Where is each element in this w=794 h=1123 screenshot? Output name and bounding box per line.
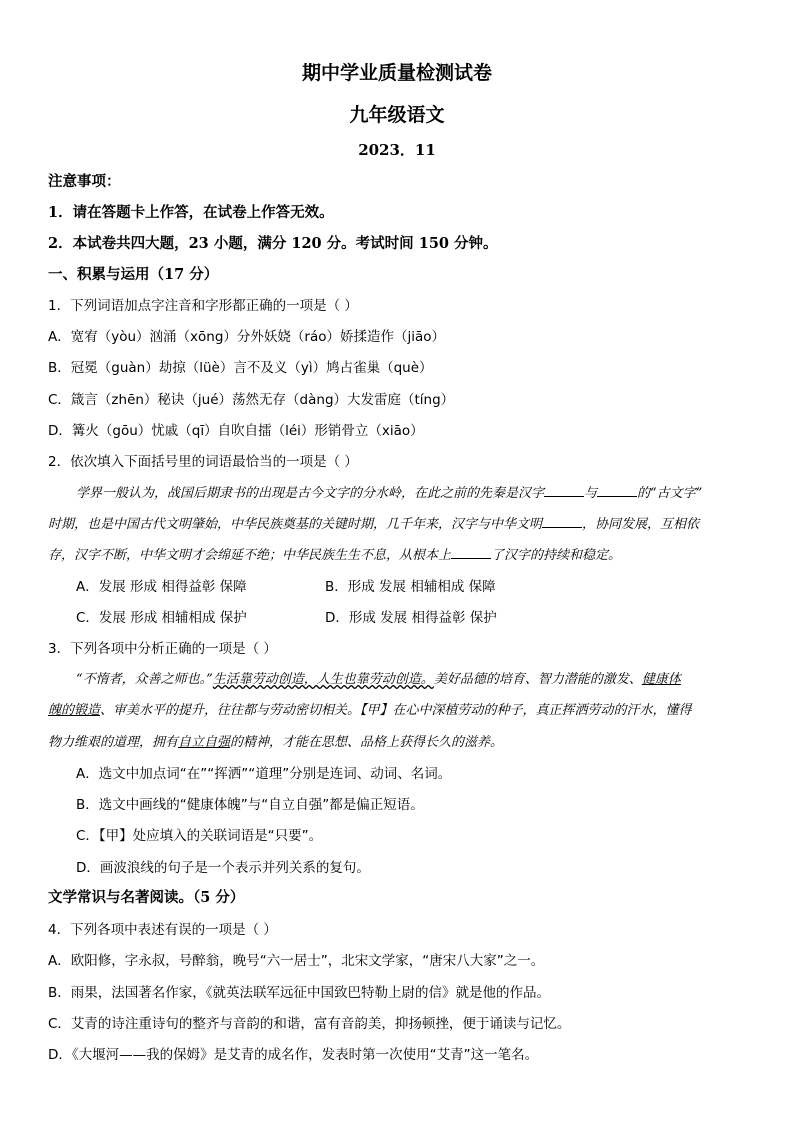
option-a: A．选文中加点词“在”“挥洒”“道理”分别是连词、动词、名词。 xyxy=(76,766,452,782)
option-b: B．选文中画线的“健康体魄”与“自立自强”都是偏正短语。 xyxy=(76,797,424,813)
question-stem: 2．依次填入下面括号里的词语最恰当的一项是（ ） xyxy=(48,454,358,470)
fill-blank xyxy=(597,484,637,497)
underlined-phrase: 自立自强 xyxy=(178,735,231,750)
passage-line: 存，汉字不断，中华文明才会绵延不绝；中华民族生生不息，从根本上 了汉字的持续和稳定。 xyxy=(48,548,622,563)
section-heading: 一、积累与运用（17 分） xyxy=(48,266,219,283)
option-d: D．画波浪线的句子是一个表示并列关系的复句。 xyxy=(76,860,370,876)
fill-blank xyxy=(451,546,491,559)
notice-heading: 注意事项： xyxy=(48,173,121,190)
option-a: A．宽宥（yòu）汹涌（xōng）分外妖娆（ráo）娇揉造作（jiāo） xyxy=(48,329,446,345)
wavy-underlined-sentence: 生活靠劳动创造，人生也靠劳动创造。 xyxy=(212,672,434,687)
option-b: B．冠冕（guàn）劫掠（lüè）言不及义（yì）鸠占雀巢（què） xyxy=(48,360,433,376)
option-d: D．形成 发展 相得益彰 保护 xyxy=(325,610,497,626)
notice-item: 1．请在答题卡上作答，在试卷上作答无效。 xyxy=(48,204,334,221)
question-stem: 4．下列各项中表述有误的一项是（ ） xyxy=(48,922,277,938)
passage-line: 魄的锻造、审美水平的提升，往往都与劳动密切相关。【甲】在心中深植劳动的种子，真正挥洒劳动的汗水，懂得 xyxy=(48,703,692,718)
question-stem: 3．下列各项中分析正确的一项是（ ） xyxy=(48,641,277,657)
option-b: B．形成 发展 相辅相成 保障 xyxy=(325,579,496,595)
passage-line: 学界一般认为，战国后期隶书的出现是古今文字的分水岭，在此之前的先秦是汉字 与 的“古文字” xyxy=(76,486,703,501)
underlined-phrase: 魄的锻造 xyxy=(48,703,101,718)
exam-date: 2023．11 xyxy=(358,141,436,159)
option-a: A．发展 形成 相得益彰 保障 xyxy=(76,579,247,595)
option-c: C．发展 形成 相辅相成 保护 xyxy=(76,610,247,626)
notice-item: 2．本试卷共四大题，23 小题，满分 120 分。考试时间 150 分钟。 xyxy=(48,235,498,252)
page-subtitle: 九年级语文 xyxy=(349,104,445,126)
underlined-phrase: 健康体 xyxy=(641,672,681,687)
option-c: C．箴言（zhēn）秘诀（jué）荡然无存（dàng）大发雷庭（tíng） xyxy=(48,392,455,408)
fill-blank xyxy=(542,515,582,528)
option-d: D．《大堰河——我的保姆》是艾青的成名作，发表时第一次使用“艾青”这一笔名。 xyxy=(48,1047,539,1063)
fill-blank xyxy=(544,484,584,497)
passage-line: 物力维艰的道理，拥有自立自强的精神，才能在思想、品格上获得长久的滋养。 xyxy=(48,735,504,750)
option-a: A．欧阳修，字永叔，号醉翁，晚号“六一居士”，北宋文学家，“唐宋八大家”之一。 xyxy=(48,953,545,969)
passage-line: “不惰者，众善之师也。”生活靠劳动创造，人生也靠劳动创造。美好品德的培育、智力潜能的激发、健康体 xyxy=(76,672,681,687)
passage-line: 时期，也是中国古代文明肇始，中华民族奠基的关键时期，几千年来，汉字与中华文明 ，协同发展，互相依 xyxy=(48,517,700,532)
page-title: 期中学业质量检测试卷 xyxy=(301,62,492,84)
section-heading: 文学常识与名著阅读。（5 分） xyxy=(48,889,245,906)
option-c: C．艾青的诗注重诗句的整齐与音韵的和谐，富有音韵美，抑扬顿挫，便于诵读与记忆。 xyxy=(48,1016,571,1032)
option-d: D．篝火（gōu）忧戚（qī）自吹自擂（léi）形销骨立（xiāo） xyxy=(48,423,424,439)
option-c: C．【甲】处应填入的关联词语是“只要”。 xyxy=(76,828,323,844)
question-stem: 1．下列词语加点字注音和字形都正确的一项是（ ） xyxy=(48,298,358,314)
option-b: B．雨果，法国著名作家，《就英法联军远征中国致巴特勒上尉的信》就是他的作品。 xyxy=(48,985,551,1001)
